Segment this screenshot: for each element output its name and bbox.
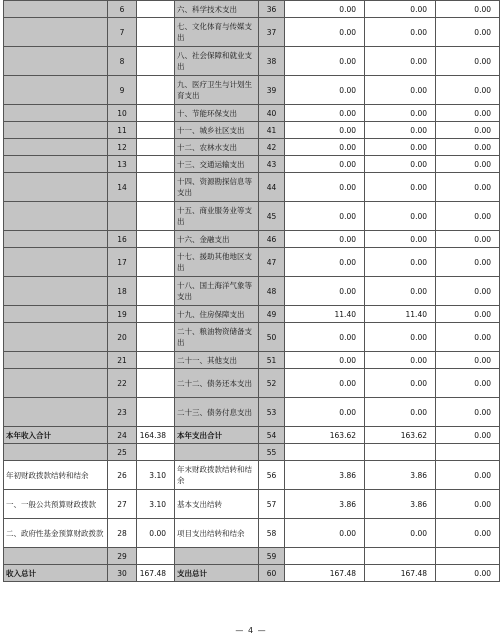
amount-cell: 0.00 — [436, 490, 500, 519]
total-amount-cell: 0.00 — [285, 105, 365, 122]
amount-cell: 0.00 — [436, 427, 500, 444]
left-row-no-cell — [108, 202, 137, 231]
right-item-cell: 八、社会保障和就业支出 — [175, 47, 259, 76]
left-item-cell — [4, 323, 108, 352]
table-row — [4, 565, 500, 582]
right-item-cell: 六、科学技术支出 — [175, 1, 259, 18]
left-row-no-cell: 26 — [108, 461, 137, 490]
amount-cell: 0.00 — [365, 1, 436, 18]
amount-cell: 0.00 — [365, 202, 436, 231]
left-item-cell: 年初财政拨款结转和结余 — [4, 461, 108, 490]
right-row-no-cell: 56 — [259, 461, 285, 490]
table-row — [4, 18, 500, 47]
amount-cell: 0.00 — [365, 323, 436, 352]
left-amount-cell — [137, 76, 175, 105]
table-row — [4, 519, 500, 548]
amount-cell: 0.00 — [436, 248, 500, 277]
left-row-no-cell: 23 — [108, 398, 137, 427]
left-amount-cell — [137, 352, 175, 369]
left-item-cell: 收入总计 — [4, 565, 108, 582]
total-amount-cell: 11.40 — [285, 306, 365, 323]
left-amount-cell — [137, 173, 175, 202]
total-amount-cell: 163.62 — [285, 427, 365, 444]
amount-cell: 0.00 — [365, 248, 436, 277]
left-row-no-cell: 22 — [108, 369, 137, 398]
total-amount-cell: 0.00 — [285, 202, 365, 231]
right-item-cell: 九、医疗卫生与计划生育支出 — [175, 76, 259, 105]
amount-cell: 0.00 — [436, 519, 500, 548]
table-row — [4, 156, 500, 173]
left-amount-cell — [137, 248, 175, 277]
left-amount-cell — [137, 444, 175, 461]
amount-cell: 0.00 — [436, 352, 500, 369]
left-amount-cell: 167.48 — [137, 565, 175, 582]
table-row — [4, 248, 500, 277]
amount-cell: 0.00 — [436, 156, 500, 173]
left-row-no-cell: 8 — [108, 47, 137, 76]
amount-cell: 0.00 — [436, 1, 500, 18]
left-item-cell — [4, 139, 108, 156]
left-row-no-cell: 19 — [108, 306, 137, 323]
right-item-cell: 年末财政拨款结转和结余 — [175, 461, 259, 490]
right-row-no-cell: 37 — [259, 18, 285, 47]
left-row-no-cell: 21 — [108, 352, 137, 369]
left-amount-cell — [137, 398, 175, 427]
amount-cell: 0.00 — [365, 76, 436, 105]
amount-cell: 0.00 — [436, 306, 500, 323]
right-item-cell: 二十二、债务还本支出 — [175, 369, 259, 398]
total-amount-cell: 0.00 — [285, 18, 365, 47]
total-amount-cell: 0.00 — [285, 248, 365, 277]
table-row — [4, 139, 500, 156]
right-row-no-cell: 54 — [259, 427, 285, 444]
left-row-no-cell: 9 — [108, 76, 137, 105]
right-item-cell: 十九、住房保障支出 — [175, 306, 259, 323]
right-row-no-cell: 48 — [259, 277, 285, 306]
left-item-cell — [4, 173, 108, 202]
table-row — [4, 548, 500, 565]
total-amount-cell: 0.00 — [285, 122, 365, 139]
left-amount-cell — [137, 231, 175, 248]
table-row — [4, 76, 500, 105]
amount-cell: 0.00 — [436, 369, 500, 398]
left-amount-cell — [137, 156, 175, 173]
amount-cell: 0.00 — [365, 139, 436, 156]
total-amount-cell: 0.00 — [285, 139, 365, 156]
left-amount-cell: 3.10 — [137, 490, 175, 519]
right-item-cell — [175, 548, 259, 565]
right-item-cell: 二十三、债务付息支出 — [175, 398, 259, 427]
left-item-cell — [4, 105, 108, 122]
left-row-no-cell: 20 — [108, 323, 137, 352]
table-row — [4, 202, 500, 231]
right-item-cell: 基本支出结转 — [175, 490, 259, 519]
amount-cell — [436, 444, 500, 461]
right-item-cell: 十五、商业服务业等支出 — [175, 202, 259, 231]
left-row-no-cell: 28 — [108, 519, 137, 548]
amount-cell: 0.00 — [436, 277, 500, 306]
right-row-no-cell: 60 — [259, 565, 285, 582]
amount-cell: 0.00 — [436, 122, 500, 139]
table-row — [4, 369, 500, 398]
left-item-cell: 二、政府性基金预算财政拨款 — [4, 519, 108, 548]
left-row-no-cell: 24 — [108, 427, 137, 444]
amount-cell: 11.40 — [365, 306, 436, 323]
left-amount-cell — [137, 47, 175, 76]
table-row — [4, 323, 500, 352]
amount-cell: 0.00 — [365, 47, 436, 76]
left-amount-cell — [137, 202, 175, 231]
left-item-cell — [4, 444, 108, 461]
amount-cell: 0.00 — [365, 156, 436, 173]
right-item-cell: 支出总计 — [175, 565, 259, 582]
financial-statement-table — [3, 0, 500, 582]
amount-cell: 0.00 — [365, 122, 436, 139]
total-amount-cell: 0.00 — [285, 352, 365, 369]
left-item-cell — [4, 156, 108, 173]
amount-cell: 0.00 — [365, 173, 436, 202]
amount-cell: 0.00 — [436, 231, 500, 248]
amount-cell: 163.62 — [365, 427, 436, 444]
right-row-no-cell: 40 — [259, 105, 285, 122]
right-row-no-cell: 57 — [259, 490, 285, 519]
left-item-cell — [4, 76, 108, 105]
left-item-cell — [4, 369, 108, 398]
amount-cell — [436, 548, 500, 565]
right-row-no-cell: 39 — [259, 76, 285, 105]
table-row — [4, 398, 500, 427]
left-item-cell — [4, 47, 108, 76]
left-row-no-cell: 13 — [108, 156, 137, 173]
amount-cell: 3.86 — [365, 490, 436, 519]
left-item-cell — [4, 248, 108, 277]
right-item-cell: 七、文化体育与传媒支出 — [175, 18, 259, 47]
left-item-cell: 一、一般公共预算财政拨款 — [4, 490, 108, 519]
right-row-no-cell: 43 — [259, 156, 285, 173]
total-amount-cell: 0.00 — [285, 398, 365, 427]
right-item-cell: 十三、交通运输支出 — [175, 156, 259, 173]
right-row-no-cell: 41 — [259, 122, 285, 139]
total-amount-cell: 0.00 — [285, 76, 365, 105]
left-row-no-cell: 6 — [108, 1, 137, 18]
right-row-no-cell: 55 — [259, 444, 285, 461]
right-row-no-cell: 52 — [259, 369, 285, 398]
table-row — [4, 427, 500, 444]
amount-cell: 0.00 — [365, 277, 436, 306]
total-amount-cell: 0.00 — [285, 231, 365, 248]
amount-cell: 167.48 — [365, 565, 436, 582]
left-item-cell — [4, 398, 108, 427]
right-item-cell: 十六、金融支出 — [175, 231, 259, 248]
total-amount-cell — [285, 444, 365, 461]
total-amount-cell: 3.86 — [285, 461, 365, 490]
table-row — [4, 122, 500, 139]
table-row — [4, 277, 500, 306]
left-item-cell — [4, 202, 108, 231]
left-item-cell — [4, 18, 108, 47]
amount-cell: 0.00 — [436, 323, 500, 352]
table-row — [4, 105, 500, 122]
total-amount-cell: 0.00 — [285, 369, 365, 398]
left-row-no-cell: 16 — [108, 231, 137, 248]
total-amount-cell: 0.00 — [285, 277, 365, 306]
left-amount-cell — [137, 323, 175, 352]
left-amount-cell — [137, 369, 175, 398]
left-item-cell — [4, 277, 108, 306]
right-item-cell: 十、节能环保支出 — [175, 105, 259, 122]
left-row-no-cell: 14 — [108, 173, 137, 202]
amount-cell: 0.00 — [436, 18, 500, 47]
amount-cell: 0.00 — [436, 47, 500, 76]
left-item-cell — [4, 548, 108, 565]
amount-cell: 0.00 — [365, 352, 436, 369]
left-row-no-cell: 7 — [108, 18, 137, 47]
total-amount-cell: 0.00 — [285, 47, 365, 76]
left-amount-cell — [137, 548, 175, 565]
table-row — [4, 461, 500, 490]
table-row — [4, 173, 500, 202]
left-row-no-cell: 18 — [108, 277, 137, 306]
left-amount-cell: 164.38 — [137, 427, 175, 444]
amount-cell — [365, 444, 436, 461]
amount-cell — [365, 548, 436, 565]
right-item-cell: 十二、农林水支出 — [175, 139, 259, 156]
right-item-cell: 项目支出结转和结余 — [175, 519, 259, 548]
total-amount-cell: 0.00 — [285, 323, 365, 352]
left-amount-cell — [137, 306, 175, 323]
amount-cell: 0.00 — [365, 398, 436, 427]
total-amount-cell — [285, 548, 365, 565]
amount-cell: 0.00 — [436, 139, 500, 156]
amount-cell: 0.00 — [436, 565, 500, 582]
table-row — [4, 306, 500, 323]
amount-cell: 0.00 — [365, 231, 436, 248]
right-item-cell — [175, 444, 259, 461]
total-amount-cell: 167.48 — [285, 565, 365, 582]
left-amount-cell — [137, 122, 175, 139]
right-item-cell: 十七、援助其他地区支出 — [175, 248, 259, 277]
amount-cell: 3.86 — [365, 461, 436, 490]
right-item-cell: 十四、资源勘探信息等支出 — [175, 173, 259, 202]
left-row-no-cell: 27 — [108, 490, 137, 519]
left-row-no-cell: 17 — [108, 248, 137, 277]
table-row — [4, 231, 500, 248]
left-amount-cell: 3.10 — [137, 461, 175, 490]
amount-cell: 0.00 — [436, 202, 500, 231]
amount-cell: 0.00 — [365, 369, 436, 398]
left-row-no-cell: 30 — [108, 565, 137, 582]
table-body — [4, 1, 500, 582]
right-row-no-cell: 50 — [259, 323, 285, 352]
total-amount-cell: 3.86 — [285, 490, 365, 519]
amount-cell: 0.00 — [365, 105, 436, 122]
total-amount-cell: 0.00 — [285, 519, 365, 548]
table-row — [4, 444, 500, 461]
left-row-no-cell: 25 — [108, 444, 137, 461]
right-item-cell: 二十一、其他支出 — [175, 352, 259, 369]
left-item-cell — [4, 1, 108, 18]
right-item-cell: 二十、粮油物资储备支出 — [175, 323, 259, 352]
right-row-no-cell: 58 — [259, 519, 285, 548]
right-row-no-cell: 46 — [259, 231, 285, 248]
left-amount-cell: 0.00 — [137, 519, 175, 548]
left-row-no-cell: 10 — [108, 105, 137, 122]
right-row-no-cell: 45 — [259, 202, 285, 231]
left-row-no-cell: 11 — [108, 122, 137, 139]
page-number: — 4 — — [235, 626, 267, 635]
left-item-cell: 本年收入合计 — [4, 427, 108, 444]
left-row-no-cell: 29 — [108, 548, 137, 565]
amount-cell: 0.00 — [365, 519, 436, 548]
right-row-no-cell: 53 — [259, 398, 285, 427]
right-row-no-cell: 47 — [259, 248, 285, 277]
total-amount-cell: 0.00 — [285, 156, 365, 173]
right-row-no-cell: 51 — [259, 352, 285, 369]
right-item-cell: 本年支出合计 — [175, 427, 259, 444]
amount-cell: 0.00 — [436, 173, 500, 202]
table-row — [4, 352, 500, 369]
left-item-cell — [4, 122, 108, 139]
right-row-no-cell: 36 — [259, 1, 285, 18]
total-amount-cell: 0.00 — [285, 173, 365, 202]
table-row — [4, 1, 500, 18]
left-amount-cell — [137, 1, 175, 18]
left-amount-cell — [137, 277, 175, 306]
amount-cell: 0.00 — [436, 398, 500, 427]
left-item-cell — [4, 231, 108, 248]
left-item-cell — [4, 306, 108, 323]
right-row-no-cell: 59 — [259, 548, 285, 565]
table-row — [4, 47, 500, 76]
left-amount-cell — [137, 18, 175, 47]
right-row-no-cell: 42 — [259, 139, 285, 156]
right-item-cell: 十一、城乡社区支出 — [175, 122, 259, 139]
left-row-no-cell: 12 — [108, 139, 137, 156]
amount-cell: 0.00 — [365, 18, 436, 47]
left-item-cell — [4, 352, 108, 369]
amount-cell: 0.00 — [436, 76, 500, 105]
total-amount-cell: 0.00 — [285, 1, 365, 18]
table-row — [4, 490, 500, 519]
right-row-no-cell: 44 — [259, 173, 285, 202]
amount-cell: 0.00 — [436, 461, 500, 490]
left-amount-cell — [137, 139, 175, 156]
right-row-no-cell: 38 — [259, 47, 285, 76]
left-amount-cell — [137, 105, 175, 122]
right-row-no-cell: 49 — [259, 306, 285, 323]
right-item-cell: 十八、国土海洋气象等支出 — [175, 277, 259, 306]
amount-cell: 0.00 — [436, 105, 500, 122]
